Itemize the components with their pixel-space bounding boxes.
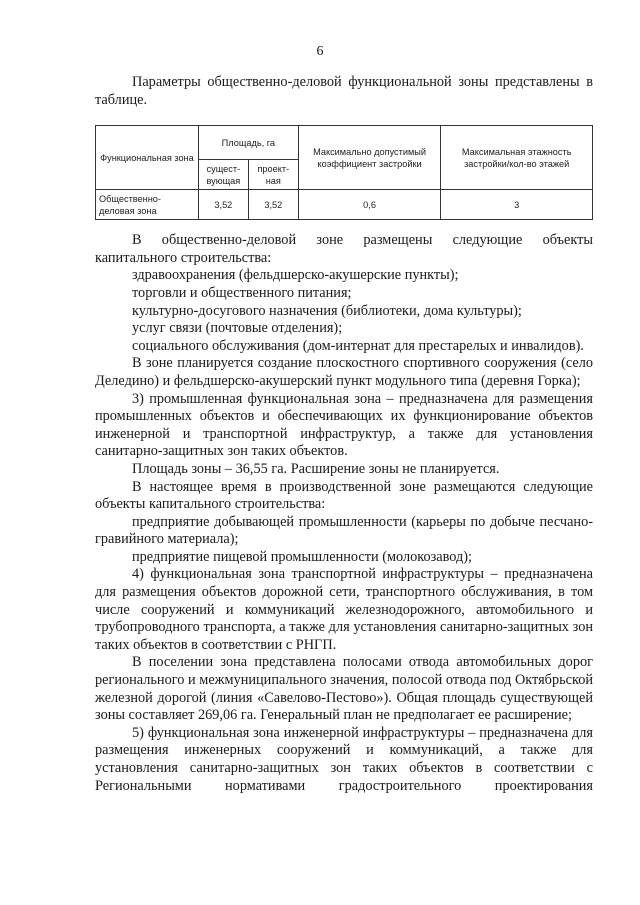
header-area-planned: проект-ная — [248, 160, 298, 190]
paragraph-planned: В зоне планируется создание плоскостного спортивного сооружения (село Деледино) и фельдшерско-акушерский пункт модульного типа (деревня Горка); — [95, 355, 593, 389]
cell-existing: 3,52 — [198, 190, 248, 220]
table-row — [96, 190, 593, 220]
intro-paragraph: Параметры общественно-деловой функциональной зоны представлены в таблице. — [95, 74, 593, 108]
list-item: предприятие пищевой промышленности (молокозавод); — [132, 548, 473, 565]
paragraph-objects: В общественно-деловой зоне размещены следующие объекты капитального строительства: — [95, 232, 593, 266]
paragraph-zone-area: Площадь зоны – 36,55 га. Расширение зоны не планируется. — [132, 460, 500, 477]
list-item: культурно-досугового назначения (библиотеки, дома культуры); — [132, 302, 522, 319]
list-item: предприятие добывающей промышленности (карьеры по добыче песчано-гравийного материала); — [95, 513, 593, 548]
cell-floors: 3 — [441, 190, 593, 220]
cell-planned: 3,52 — [248, 190, 298, 220]
cell-coef: 0,6 — [298, 190, 441, 220]
cell-zone: Общественно-деловая зона — [96, 190, 199, 220]
paragraph-production-objects: В настоящее время в производственной зоне размещаются следующие объекты капитального строительства: — [95, 478, 593, 513]
list-item: торговли и общественного питания; — [132, 284, 352, 301]
paragraph-industrial-zone: 3) промышленная функциональная зона – предназначена для размещения промышленных объектов и обеспечивающих их функционирование объектов инженерной и транспортной инфраструктур, а также для установления санитарно-защитных зон таких объектов. — [95, 390, 593, 460]
header-area: Площадь, га — [198, 126, 298, 160]
page-number: 6 — [316, 44, 324, 59]
paragraph-engineering-zone: 5) функциональная зона инженерной инфраструктуры – предназначена для размещения инженерных сооружений и коммуникаций, а также для установления санитарно-защитных зон таких объектов в соответствии с Региональными нормативами градостроительного проектирования — [95, 724, 593, 794]
paragraph-transport-description: В поселении зона представлена полосами отвода автомобильных дорог регионального и межмуниципального значения, полосой отвода под Октябрьской железной дорогой (линия «Савелово-Пестово»). Общая площадь существующей зоны составляет 269,06 га. Генеральный план не предполагает ее расширение; — [95, 654, 593, 724]
header-coef: Максимально допустимый коэффициент застройки — [298, 126, 441, 190]
header-zone: Функциональная зона — [96, 126, 199, 190]
list-item: услуг связи (почтовые отделения); — [132, 320, 343, 337]
header-floors: Максимальная этажность застройки/кол-во этажей — [441, 126, 593, 190]
list-item: социального обслуживания (дом-интернат для престарелых и инвалидов). — [132, 337, 584, 354]
list-item: здравоохранения (фельдшерско-акушерские пункты); — [132, 267, 459, 284]
header-area-existing: сущест-вующая — [198, 160, 248, 190]
document-body — [95, 74, 593, 795]
parameters-table — [95, 125, 593, 220]
paragraph-transport-zone: 4) функциональная зона транспортной инфраструктуры – предназначена для размещения объектов дорожной сети, транспортного обслуживания, в том числе сооружений и коммуникаций железнодорожного, автомобильного и трубопроводного транспорта, а также для установления санитарно-защитных зон таких объектов в соответствии с РНГП. — [95, 566, 593, 653]
table-header-row — [96, 126, 593, 160]
